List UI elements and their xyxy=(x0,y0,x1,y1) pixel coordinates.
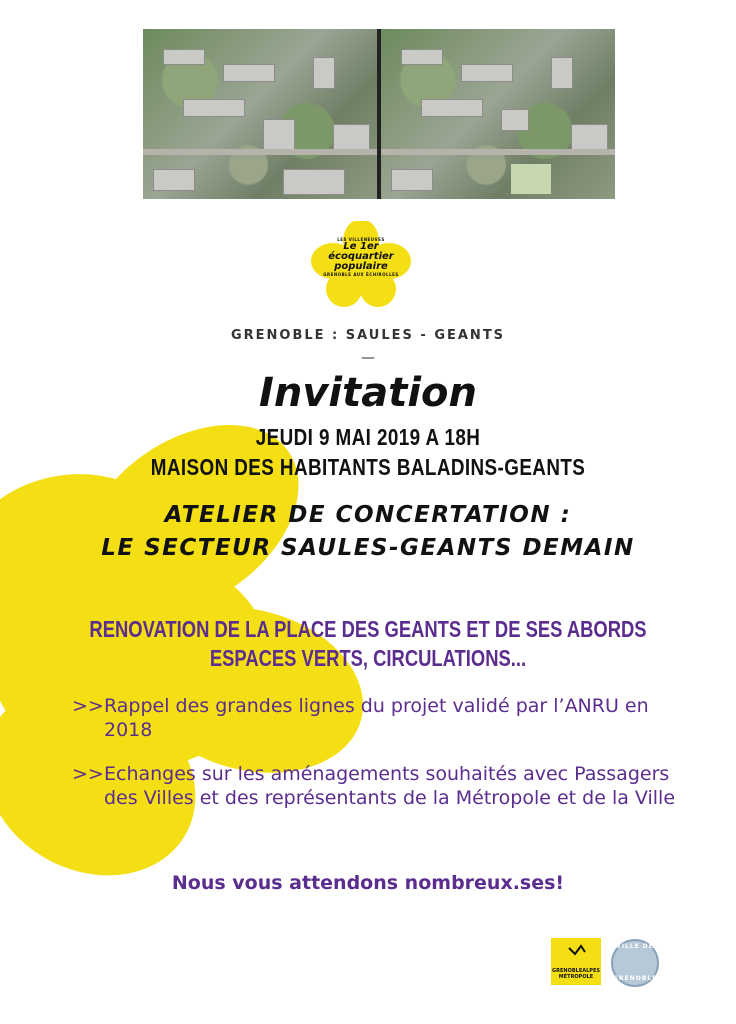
city-logo-text-bottom: GRENOBLE xyxy=(613,975,658,982)
ville-de-grenoble-logo xyxy=(611,939,659,987)
ecoquartier-logo xyxy=(311,221,411,307)
bullet-item xyxy=(72,694,692,742)
bullet-arrow: >> xyxy=(72,763,104,785)
separator: — xyxy=(361,350,375,366)
atelier-heading-line2: LE SECTEUR SAULES-GEANTS DEMAIN xyxy=(101,535,635,561)
logo-line5: GRENOBLE AUX ÉCHIROLLES xyxy=(323,272,399,277)
metro-logo-text2: MÉTROPOLE xyxy=(558,974,594,980)
logo-line2: Le 1er xyxy=(343,241,379,252)
bullet-arrow: >> xyxy=(72,695,104,717)
topic-line2: ESPACES VERTS, CIRCULATIONS... xyxy=(209,645,527,671)
logo-line3: écoquartier xyxy=(328,251,394,262)
metro-logo-text1: GRENOBLEALPES xyxy=(552,968,600,974)
logo-line4: populaire xyxy=(334,261,388,272)
location-kicker: GRENOBLE : SAULES - GEANTS xyxy=(230,328,506,343)
closing-message: Nous vous attendons nombreux.ses! xyxy=(171,872,565,894)
aerial-photos xyxy=(143,29,615,199)
bullet-text: Echanges sur les aménagements souhaités avec Passagers des Villes et des représentants de la Métropole et de la Ville xyxy=(104,763,676,809)
event-date: JEUDI 9 MAI 2019 A 18H xyxy=(255,424,481,450)
bullet-text: Rappel des grandes lignes du projet validé par l’ANRU en 2018 xyxy=(104,695,649,741)
event-place: MAISON DES HABITANTS BALADINS-GEANTS xyxy=(150,454,586,480)
invitation-title: Invitation xyxy=(258,370,478,416)
metropole-emblem-icon xyxy=(551,938,601,968)
aerial-photo-before xyxy=(143,29,377,199)
atelier-heading-line1: ATELIER DE CONCERTATION : xyxy=(164,502,572,528)
grenoble-alpes-metropole-logo xyxy=(551,938,601,985)
topic-line1: RENOVATION DE LA PLACE DES GEANTS ET DE SES ABORDS xyxy=(89,616,647,642)
aerial-photo-after xyxy=(381,29,615,199)
logo-line1: LES VILLENEUVES xyxy=(337,237,385,242)
bullet-item xyxy=(72,762,692,810)
city-logo-text-top: VILLE DE xyxy=(616,943,654,950)
